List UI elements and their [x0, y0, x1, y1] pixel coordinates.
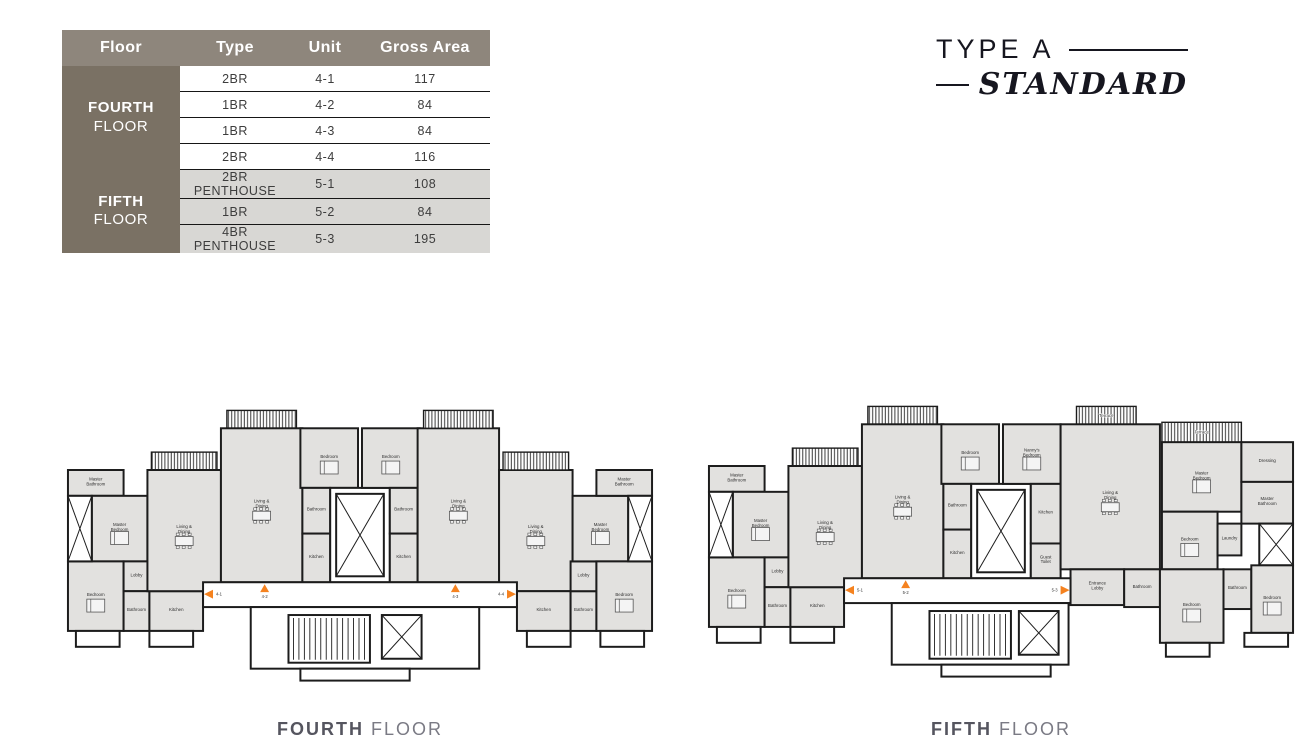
- plain-area: [203, 582, 517, 607]
- stairs-area: [929, 611, 1010, 659]
- room-dressing: [1241, 442, 1293, 482]
- svg-text:Dressing: Dressing: [1258, 458, 1276, 464]
- svg-text:Bathroom: Bathroom: [127, 607, 146, 613]
- cell-unit: 4-4: [290, 144, 360, 170]
- cell-unit: 5-3: [290, 225, 360, 254]
- room-bathroom: [1224, 569, 1252, 609]
- svg-text:5-3: 5-3: [1051, 587, 1058, 593]
- fifth-floor-plan-container: [703, 392, 1299, 690]
- title-standard: STANDARD: [978, 67, 1188, 102]
- x-area: [382, 615, 422, 659]
- svg-text:Living &Dining: Living & Dining: [253, 498, 270, 509]
- plain-area: [717, 627, 761, 643]
- x-area: [709, 492, 733, 558]
- svg-text:Living &Dining: Living & Dining: [176, 524, 192, 534]
- room-laundry: [1218, 524, 1242, 556]
- svg-text:Bedroom: Bedroom: [320, 454, 339, 460]
- svg-text:Kitchen: Kitchen: [1038, 509, 1053, 515]
- room-bedroom: [941, 424, 999, 484]
- svg-text:Living &Dining: Living & Dining: [894, 494, 911, 505]
- table-header-row: [62, 30, 490, 66]
- fourth-floor-plan: [62, 396, 658, 694]
- svg-text:Bathroom: Bathroom: [306, 506, 326, 512]
- svg-text:4-1: 4-1: [215, 591, 222, 597]
- svg-text:Terrace: Terrace: [1194, 429, 1209, 435]
- fifth-floor-caption: [703, 719, 1299, 740]
- room-bedroom: [1251, 565, 1293, 633]
- room-entrance-lobby: [1071, 569, 1125, 605]
- room-bedroom: [596, 561, 652, 631]
- page-title: [936, 34, 1188, 102]
- room-bathroom: [571, 591, 597, 631]
- plain-area: [941, 665, 1050, 677]
- floor-name-light: FLOOR: [93, 211, 149, 229]
- plain-area: [844, 578, 1070, 603]
- floor-name-light: FLOOR: [93, 117, 149, 135]
- cell-area: 117: [360, 66, 490, 92]
- svg-text:5-1: 5-1: [856, 587, 863, 593]
- svg-text:Kitchen: Kitchen: [168, 607, 184, 613]
- svg-text:Bedroom: Bedroom: [86, 592, 105, 598]
- room-guest-toilet: [1031, 543, 1061, 578]
- svg-text:Kitchen: Kitchen: [950, 549, 965, 555]
- cell-type: 4BR PENTHOUSE: [180, 225, 290, 254]
- svg-text:Bathroom: Bathroom: [574, 607, 593, 613]
- room-bathroom: [943, 484, 971, 530]
- svg-text:GuestToilet: Guest Toilet: [1039, 554, 1052, 565]
- room-living-dining: [499, 470, 573, 591]
- svg-text:MasterBathroom: Master Bathroom: [614, 476, 634, 487]
- room-terrace: [1162, 422, 1241, 442]
- room-kitchen: [517, 591, 571, 631]
- room-lobby: [765, 557, 791, 587]
- svg-text:MasterBedroom: Master Bedroom: [1192, 470, 1211, 481]
- plain-area: [790, 627, 834, 643]
- svg-text:Kitchen: Kitchen: [396, 553, 411, 559]
- fifth-floor-plan: [703, 392, 1299, 690]
- room-bathroom: [124, 591, 150, 631]
- room-kitchen: [390, 534, 418, 583]
- title-type-a: TYPE A: [936, 34, 1055, 64]
- svg-text:Bedroom: Bedroom: [615, 592, 634, 598]
- plain-area: [527, 631, 571, 647]
- x-area: [336, 494, 384, 576]
- plain-area: [76, 631, 120, 647]
- caption-light: FLOOR: [999, 719, 1072, 739]
- svg-text:Kitchen: Kitchen: [536, 607, 552, 613]
- room-living-dining: [788, 466, 862, 587]
- room-living-dining: [221, 428, 302, 582]
- room-living-dining: [147, 470, 221, 591]
- x-area: [628, 496, 652, 562]
- svg-text:MasterBathroom: Master Bathroom: [727, 472, 747, 483]
- cell-area: 84: [360, 118, 490, 144]
- cell-type: 1BR: [180, 92, 290, 118]
- svg-text:MasterBathroom: Master Bathroom: [1257, 496, 1277, 507]
- table-row: [62, 66, 490, 92]
- hatch-area: [151, 452, 217, 470]
- x-area: [1259, 524, 1293, 566]
- x-area: [68, 496, 92, 562]
- cell-area: 84: [360, 92, 490, 118]
- plain-area: [1166, 643, 1210, 657]
- cell-type: 2BR PENTHOUSE: [180, 170, 290, 199]
- caption-bold: FIFTH: [930, 719, 992, 739]
- svg-text:Bathroom: Bathroom: [1132, 584, 1152, 590]
- svg-text:MasterBathroom: Master Bathroom: [86, 476, 106, 487]
- room-bedroom: [300, 428, 358, 488]
- stairs-area: [288, 615, 369, 663]
- room-kitchen: [1031, 484, 1061, 544]
- svg-text:MasterBedroom: Master Bedroom: [591, 522, 610, 532]
- svg-text:Bedroom: Bedroom: [1263, 595, 1282, 601]
- hatch-area: [227, 410, 297, 428]
- floor-cell-fifth: [62, 170, 180, 254]
- svg-text:Kitchen: Kitchen: [309, 553, 324, 559]
- svg-text:Bathroom: Bathroom: [1227, 585, 1247, 591]
- cell-type: 1BR: [180, 118, 290, 144]
- svg-text:EntranceLobby: Entrance Lobby: [1088, 580, 1107, 591]
- cell-type: 2BR: [180, 66, 290, 92]
- room-master-bedroom: [573, 496, 629, 562]
- room-nanny-s-bedroom: [1003, 424, 1061, 484]
- cell-area: 84: [360, 199, 490, 225]
- title-rule-left: [936, 84, 969, 86]
- x-area: [1019, 611, 1059, 655]
- svg-text:Terrace: Terrace: [1099, 412, 1114, 418]
- svg-text:Bedroom: Bedroom: [1182, 602, 1201, 608]
- cell-unit: 4-1: [290, 66, 360, 92]
- svg-text:4-3: 4-3: [452, 594, 459, 600]
- table-header-type: Type: [180, 30, 290, 66]
- room-bedroom: [362, 428, 420, 488]
- hatch-area: [868, 406, 938, 424]
- cell-type: 2BR: [180, 144, 290, 170]
- room-master-bedroom: [1162, 442, 1241, 512]
- room-bedroom: [1162, 512, 1218, 570]
- svg-text:Living &Dining: Living & Dining: [450, 498, 467, 509]
- room-kitchen: [149, 591, 203, 631]
- room-master-bathroom: [1241, 482, 1293, 524]
- cell-unit: 4-2: [290, 92, 360, 118]
- table-header-gross-area: Gross Area: [360, 30, 490, 66]
- room-living-dining: [1061, 424, 1160, 569]
- svg-text:MasterBedroom: Master Bedroom: [110, 522, 129, 532]
- hatch-area: [503, 452, 569, 470]
- svg-text:Bedroom: Bedroom: [727, 588, 746, 594]
- fourth-floor-caption: [62, 719, 658, 740]
- unit-table: [62, 30, 490, 253]
- x-area: [977, 490, 1025, 572]
- room-lobby: [571, 561, 597, 591]
- cell-area: 195: [360, 225, 490, 254]
- svg-text:4-4: 4-4: [498, 591, 505, 597]
- svg-text:Lobby: Lobby: [771, 568, 784, 574]
- room-bedroom: [709, 557, 765, 627]
- svg-text:Kitchen: Kitchen: [809, 603, 825, 609]
- cell-type: 1BR: [180, 199, 290, 225]
- floor-cell-fourth: [62, 66, 180, 170]
- room-bathroom: [765, 587, 791, 627]
- room-master-bedroom: [92, 496, 148, 562]
- svg-text:Living &Dining: Living & Dining: [1102, 490, 1119, 501]
- title-rule-right: [1069, 49, 1188, 51]
- svg-text:4-2: 4-2: [261, 594, 268, 600]
- room-living-dining: [418, 428, 499, 582]
- svg-text:Bathroom: Bathroom: [394, 506, 414, 512]
- plain-area: [300, 669, 409, 681]
- cell-unit: 5-2: [290, 199, 360, 225]
- plain-area: [1244, 633, 1288, 647]
- room-bathroom: [302, 488, 330, 534]
- hatch-area: [424, 410, 494, 428]
- table-header-floor: Floor: [62, 30, 180, 66]
- fourth-floor-plan-container: [62, 396, 658, 694]
- floor-name-bold: FIFTH: [98, 192, 144, 210]
- hatch-area: [792, 448, 858, 466]
- room-kitchen: [943, 530, 971, 579]
- room-kitchen: [790, 587, 844, 627]
- room-master-bathroom: [596, 470, 652, 496]
- plain-area: [149, 631, 193, 647]
- svg-text:Bedroom: Bedroom: [1180, 536, 1199, 542]
- room-bathroom: [1124, 569, 1160, 607]
- floor-name-bold: FOURTH: [87, 99, 155, 116]
- svg-text:Living &Dining: Living & Dining: [817, 520, 833, 530]
- room-terrace: [1076, 406, 1136, 424]
- caption-light: FLOOR: [371, 719, 444, 739]
- svg-text:Bathroom: Bathroom: [768, 603, 787, 609]
- room-living-dining: [862, 424, 943, 578]
- room-kitchen: [302, 534, 330, 583]
- cell-unit: 4-3: [290, 118, 360, 144]
- svg-text:Bathroom: Bathroom: [947, 502, 967, 508]
- svg-text:5-2: 5-2: [902, 590, 909, 596]
- svg-text:Lobby: Lobby: [130, 572, 143, 578]
- cell-unit: 5-1: [290, 170, 360, 199]
- caption-bold: FOURTH: [276, 719, 364, 739]
- table-row: [62, 170, 490, 199]
- svg-text:Bedroom: Bedroom: [381, 454, 400, 460]
- room-lobby: [124, 561, 150, 591]
- room-bedroom: [1160, 569, 1224, 643]
- room-master-bedroom: [733, 492, 789, 558]
- plain-area: [600, 631, 644, 647]
- table-header-unit: Unit: [290, 30, 360, 66]
- svg-text:Nanny'sBedroom: Nanny's Bedroom: [1022, 447, 1041, 458]
- room-master-bathroom: [68, 470, 124, 496]
- cell-area: 108: [360, 170, 490, 199]
- svg-text:MasterBedroom: Master Bedroom: [751, 518, 770, 528]
- svg-text:Living &Dining: Living & Dining: [528, 524, 544, 534]
- room-bedroom: [68, 561, 124, 631]
- svg-text:Laundry: Laundry: [1221, 535, 1238, 541]
- cell-area: 116: [360, 144, 490, 170]
- svg-text:Bedroom: Bedroom: [961, 450, 980, 456]
- room-bathroom: [390, 488, 418, 534]
- svg-text:Lobby: Lobby: [577, 572, 590, 578]
- room-master-bathroom: [709, 466, 765, 492]
